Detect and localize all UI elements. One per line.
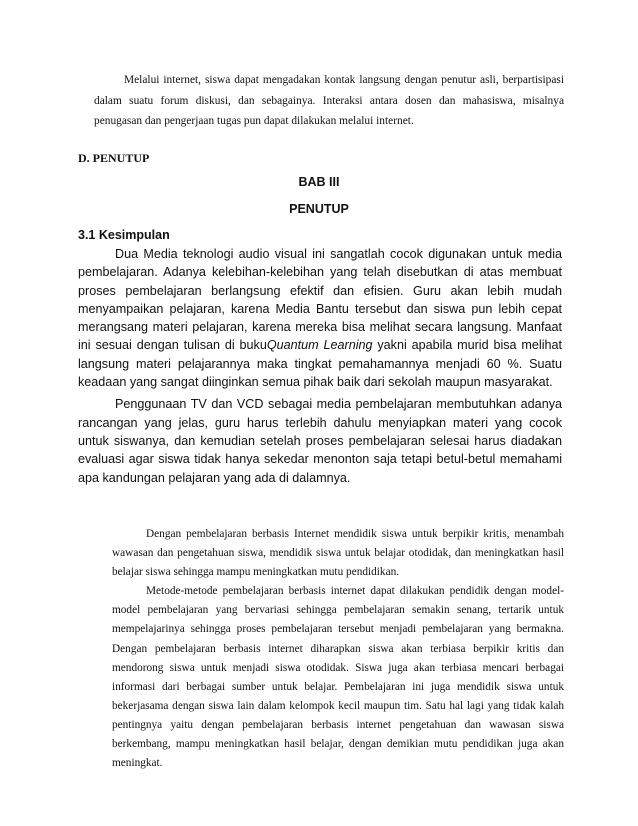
book-title-italic: Quantum Learning [266, 338, 373, 353]
conclusion-p1-text-b: yakni apabila murid bisa melihat langsung materi pelajarannya maka tingkat pemahamannya menjadi 60 %. Suatu keadaan yang sangat diinginkan semua pihak baik dari sekolah maupun masyarakat. [78, 338, 562, 390]
conclusion-block [78, 245, 562, 487]
conclusion-paragraph-2: Penggunaan TV dan VCD sebagai media pembelajaran membutuhkan adanya rancangan yang jelas, guru harus terlebih dahulu menyiapkan materi yang cocok untuk siswanya, dan kemudian setelah proses pembelajaran selesai harus diadakan evaluasi agar siswa tidak hanya sekedar menonton saja tetapi betul-betul memahami apa kandungan pelajaran yang ada di dalamnya. [78, 397, 562, 485]
subsection-heading: 3.1 Kesimpulan [78, 228, 170, 242]
section-d-heading: D. PENUTUP [78, 151, 150, 165]
top-paragraph-block [94, 70, 564, 132]
top-paragraph: Melalui internet, siswa dapat mengadakan kontak langsung dengan penutur asli, berpartisipasi dalam suatu forum diskusi, dan sebagainya. Interaksi antara dosen dan mahasiswa, misalnya penugasan dan pengerjaan tugas pun dapat dilakukan melalui internet. [94, 74, 564, 127]
bottom-paragraph-1: Dengan pembelajaran berbasis Internet mendidik siswa untuk berpikir kritis, menambah wawasan dan pengetahuan siswa, mendidik siswa untuk belajar otodidak, dan meningkatkan hasil belajar siswa sehingga mampu meningkatkan mutu pendidikan. [112, 528, 564, 579]
conclusion-paragraph-1 [78, 245, 562, 391]
chapter-title: PENUTUP [289, 202, 349, 216]
bottom-paragraph-2: Metode-metode pembelajaran berbasis internet dapat dilakukan pendidik dengan model-model pembelajaran yang bervariasi sehingga pembelajaran semakin senang, tertarik untuk mempelajarinya sehingga proses pembelajaran tersebut menjadi pembelajaran yang bermakna. Dengan pembelajaran berbasis internet diharapkan siswa akan terbiasa berpikir kritis dan mendorong siswa untuk menjadi siswa otodidak. Siswa juga akan terbiasa mencari berbagai informasi dari berbagai sumber untuk belajar. Pembelajaran ini juga mendidik siswa untuk bekerjasama dengan siswa lain dalam kelompok kecil maupun tim. Satu hal lagi yang tidak kalah pentingnya yaitu dengan pembelajaran berbasis internet pengetahuan dan wawasan siswa berkembang, mampu meningkatkan hasil belajar, dengan demikian mutu pendidikan juga akan meningkat. [112, 585, 564, 770]
chapter-number: BAB III [298, 175, 340, 189]
bottom-paragraphs-block [112, 525, 564, 773]
conclusion-p1-text-a: Dua Media teknologi audio visual ini sangatlah cocok digunakan untuk media pembelajaran. Adanya kelebihan-kelebihan yang telah disebutkan di atas membuat proses pembelajaran berlangsung efektif dan efisien. Guru akan lebih mudah menyampaikan pelajaran, karena Media Bantu tersebut dan siswa pun lebih cepat merangsang materi pelajaran, karena mereka bisa melihat secara langsung. Manfaat ini sesuai dengan tulisan di buku [78, 247, 562, 353]
